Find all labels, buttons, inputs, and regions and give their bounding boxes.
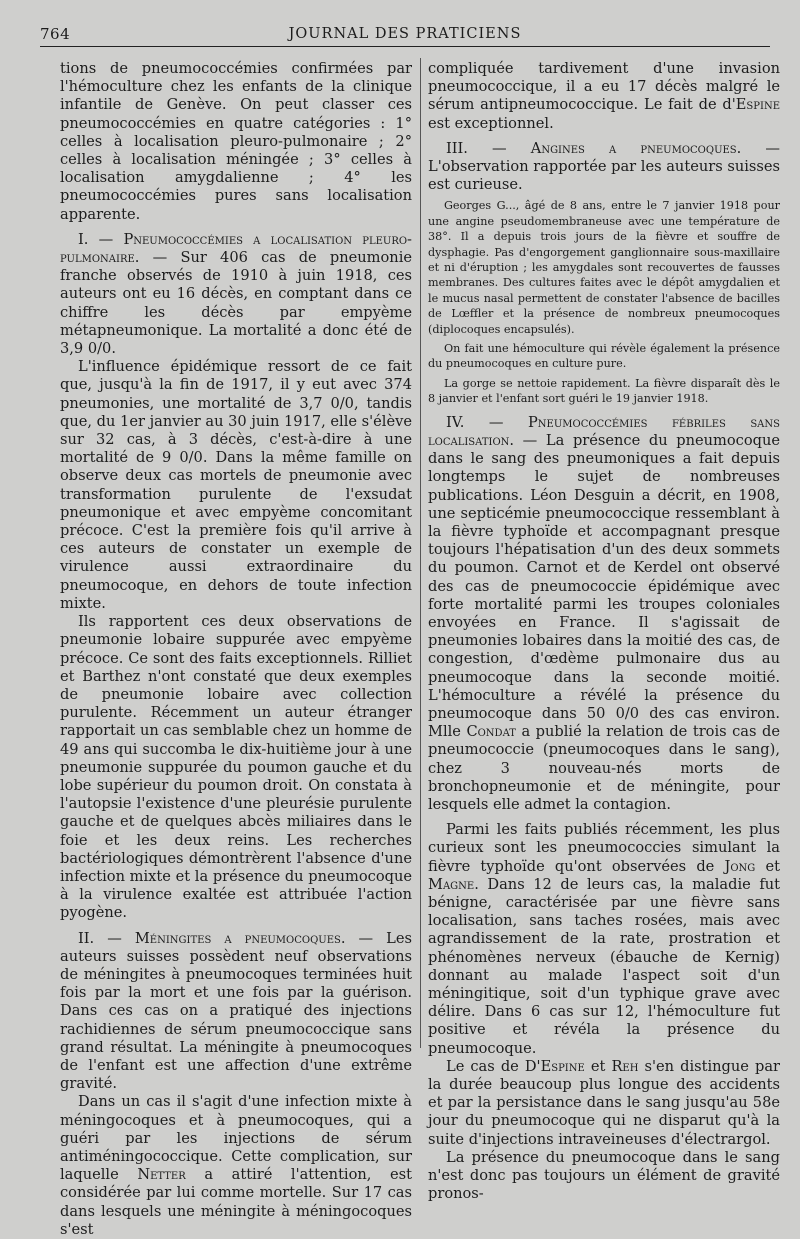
text-run: s'en distingue par la durée beaucoup plus longue des accidents et par la persistance dans le sang jusqu'au 58e jour du pneumocoque qui ne disparut qu'à la suite d'injections intraveineuses d'électrargol. (428, 1057, 780, 1148)
author-name: Magne (428, 875, 475, 893)
section-3-paragraph (428, 140, 780, 195)
section-1-text: — Sur 406 cas de pneumonie franche observés de 1910 à juin 1918, ces auteurs ont eu 16 décès, en comptant dans ce chiffre les décès par empyème métapneumonique. La mortalité a donc été de 3,9 0/0. (60, 249, 412, 358)
right-column (428, 60, 780, 1203)
section-2-heading: Méningites a pneumocoques. (134, 929, 346, 947)
section-2-number: II. — (78, 929, 135, 947)
paragraph-epidemic: L'influence épidémique ressort de ce fait que, jusqu'à la fin de 1917, il y eut avec 374 pneumonies, une mortalité de 3,7 0/0, tandis que, du 1er janvier au 30 juin 1917, elle s'élève sur 32 cas, à 3 décès, c'est-à-dire à une mortalité de 9 0/0. Dans la même famille on observe deux cas mortels de pneumonie avec transformation purulente de l'exsudat pneumonique et avec empyème concomitant précoce. C'est la première fois qu'il arrive à ces auteurs de constater un exemple de virulence aussi extraordinaire du pneumocoque, en dehors de toute infection mixte. (60, 358, 412, 612)
page-number: 764 (40, 25, 71, 43)
running-header (40, 22, 770, 47)
text-run: Dans un cas il s'agit d'une infection mixte à méningocoques et à pneumocoques, qui a guéri par les injections de sérum antiméningococcique. Cette complication, sur laquelle (60, 1093, 412, 1184)
section-4-number: IV. — (446, 413, 528, 431)
author-name: Jong (724, 857, 756, 875)
text-run: Parmi les faits publiés récemment, les plus curieux sont les pneumococcies simulant la fièvre typhoïde qu'ont observées de (428, 821, 780, 875)
text-run: a attiré l'attention, est considérée par lui comme mortelle. Sur 17 cas dans lesquels une méningite à méningocoques s'est (60, 1166, 412, 1238)
section-4-heading: Pneumococcémies fébriles sans localisation. (428, 413, 780, 449)
paragraph-mixed-infection (60, 1093, 412, 1239)
section-1-paragraph (60, 231, 412, 358)
section-2-text: — Les auteurs suisses possèdent neuf observations de méningites à pneumocoques terminées huit fois par la mort et une fois par la guérison. Dans ces cas on a pratiqué des injections rachidiennes de sérum pneumococcique sans grand résultat. La méningite à pneumocoques de l'enfant est une affection d'une extrême gravité. (60, 929, 412, 1093)
section-1-number: I. — (78, 230, 124, 248)
section-3-number: III. — (446, 139, 531, 157)
section-3-heading: Angines a pneumocoques. (530, 139, 742, 157)
left-column (60, 60, 412, 1239)
section-4-paragraph (428, 414, 780, 814)
text-run: Le cas de D' (446, 1057, 541, 1075)
paragraph-typhoid-simulation (428, 821, 780, 1058)
paragraph-intro: tions de pneumococcémies confirmées par l'hémoculture chez les enfants de la clinique infantile de Genève. On peut classer ces pneumococcémies en quatre catégories : 1° celles à localisation pleuro-pulmonaire ; 2° celles à localisation méningée ; 3° celles à localisation amygdalienne ; 4° les pneumococcémies pures sans localisation apparente. (60, 60, 412, 223)
author-name: Espine (540, 1057, 585, 1075)
section-3-text: — L'observation rapportée par les auteurs suisses est curieuse. (428, 139, 780, 194)
case-report-paragraph: On fait une hémoculture qui révèle également la présence du pneumocoques en culture pure. (428, 342, 780, 371)
case-report-paragraph: La gorge se nettoie rapidement. La fièvre disparaît dès le 8 janvier et l'enfant sort guéri le 19 janvier 1918. (428, 376, 780, 406)
author-name: Reh (611, 1057, 639, 1075)
text-run: . Dans 12 de leurs cas, la maladie fut bénigne, caractérisée par une fièvre sans localisation, sans taches rosées, mais avec agrandissement de la rate, prostration et phénomènes nerveux (ébauche de Kernig) donnant au malade l'aspect soit d'un méningitique, soit d'un typhique grave avec délire. Dans 6 cas sur 12, l'hémoculture fut positive et révéla la présence du pneumocoque. (428, 875, 780, 1057)
column-divider (420, 58, 421, 1048)
paragraph-observations: Ils rapportent ces deux observations de pneumonie lobaire suppurée avec empyème précoce. Ce sont des faits exceptionnels. Rilliet et Barthez n'ont constaté que deux exemples de pneumonie lobaire avec collection purulente. Récemment un auteur étranger rapportait un cas semblable chez un homme de 49 ans qui succomba le dix-huitième jour à une pneumonie suppurée du poumon gauche et du lobe supérieur du poumon droit. On constata à l'autopsie l'existence d'une pleurésie purulente gauche et de quelques abcès miliaires dans le foie et les deux reins. Les recherches bactériologiques démontrèrent l'absence d'une infection mixte et la présence du pneumocoque à la virulence exaltée est attribuée l'action pyogène. (60, 613, 412, 922)
journal-title: JOURNAL DES PRATICIENS (288, 26, 522, 42)
text-run: compliquée tardivement d'une invasion pneumococcique, il a eu 17 décès malgré le sérum antipneumococcique. Le fait de d' (428, 60, 780, 114)
author-name: Netter (137, 1166, 186, 1184)
case-report-paragraph: Georges G..., âgé de 8 ans, entre le 7 janvier 1918 pour une angine pseudomembraneuse avec une température de 38°. Il a depuis trois jours de la fièvre et souffre de dysphagie. Pas d'engorgement ganglionnaire sous-maxillaire et ni d'éruption ; les amygdales sont recouvertes de fausses membranes. Des cultures faites avec le dépôt amygdalien et le mucus nasal permettent de constater l'absence de bacilles de Lœffler et la présence de nombreux pneumocoques (diplocoques encapsulés). (428, 199, 780, 336)
section-2-paragraph (60, 930, 412, 1094)
text-run: a publié la relation de trois cas de pneumococcie (pneumocoques dans le sang), chez 3 nouveau-nés morts de bronchopneumonie et de méningite, pour lesquels elle admet la contagion. (428, 723, 780, 813)
author-name: Espine (735, 96, 780, 114)
paragraph-prognosis: La présence du pneumocoque dans le sang n'est donc pas toujours un élément de gravité pronos- (428, 1148, 780, 1203)
section-4-text: — La présence du pneumocoque dans le sang des pneumoniques a fait depuis longtemps le sujet de nombreuses publications. Léon Desguin a décrit, en 1908, une septicémie pneumococcique ressemblant à la fièvre typhoïde et accompagnant presque toujours l'hépatisation d'un des deux sommets du poumon. Carnot et de Kerdel ont observé des cas de pneumococcie épidémique avec forte mortalité parmi les troupes coloniales envoyées en France. Il s'agissait de pneumonies lobaires dans la moitié des cas, de congestion, d'œdème pulmonaire dus au pneumocoque dans la seconde moitié. L'hémoculture a révélé la présence du pneumocoque dans 50 0/0 des cas environ. Mlle (428, 431, 780, 741)
paragraph-continuation (428, 60, 780, 133)
text-run: et (755, 857, 780, 875)
text-run: et (584, 1057, 612, 1075)
author-name: Condat (466, 723, 516, 741)
section-1-heading: Pneumococcémies a localisation pleuro-pulmonaire. (60, 230, 412, 267)
text-run: est exceptionnel. (428, 114, 554, 132)
paragraph-espine-case (428, 1058, 780, 1149)
